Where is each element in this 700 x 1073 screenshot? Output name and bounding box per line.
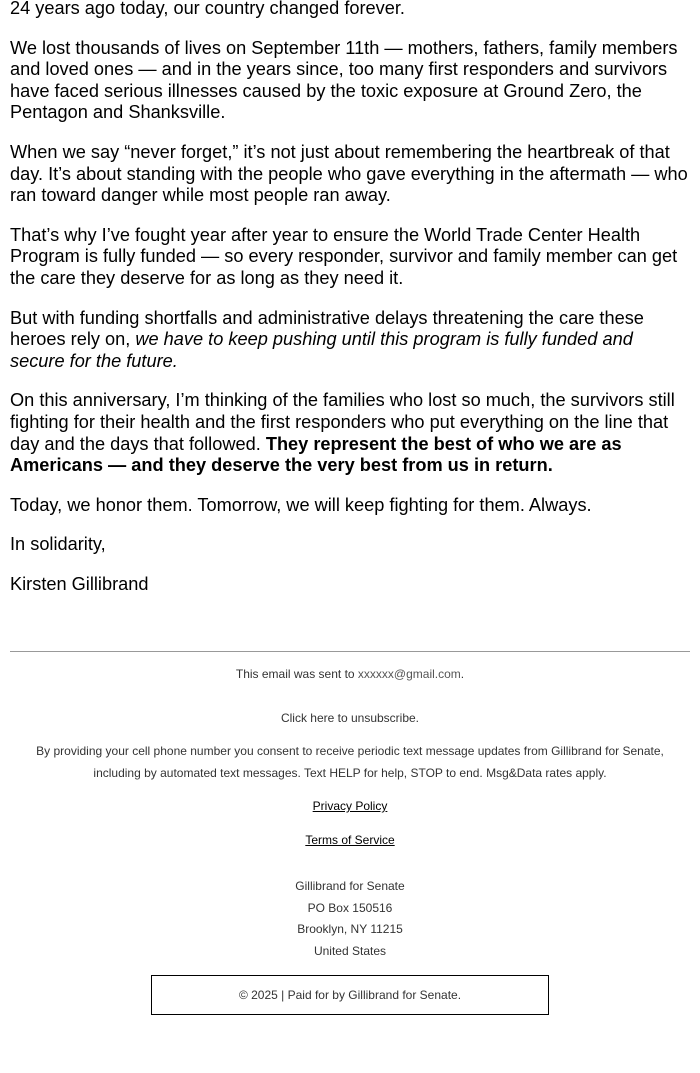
- letter-paragraph-6: [10, 390, 692, 476]
- letter-paragraph-6-bold: They represent the best of who we are as Americans — and they deserve the very best from us in return.: [10, 433, 622, 476]
- letter-paragraph-6-text: On this anniversary, I’m thinking of the families who lost so much, the survivors still fighting for their health and the first responders who put everything on the line that day and the days that followed.: [10, 390, 675, 454]
- letter-paragraph-5-emphasis: we have to keep pushing until this program is fully funded and secure for the future.: [10, 329, 633, 371]
- unsubscribe-row: [10, 711, 690, 725]
- address-city-state-zip: Brooklyn, NY 11215: [297, 922, 403, 936]
- paid-for-disclaimer: © 2025 | Paid for by Gillibrand for Senate.: [151, 975, 549, 1015]
- sent-to-prefix: This email was sent to: [235, 667, 355, 681]
- unsubscribe-link[interactable]: Click here to unsubscribe.: [280, 711, 420, 725]
- letter-signature: Kirsten Gillibrand: [10, 573, 149, 594]
- letter-paragraph-1: 24 years ago today, our country changed forever.: [10, 0, 405, 18]
- privacy-row: [10, 799, 690, 813]
- letter-paragraph-3: When we say “never forget,” it’s not just about remembering the heartbreak of that day. It’s about standing with the people who gave everything in the aftermath — who ran toward danger while most people ran away.: [10, 141, 688, 206]
- sent-to-notice: [10, 667, 690, 681]
- sent-to-suffix: .: [460, 667, 465, 681]
- terms-row: [10, 833, 690, 847]
- letter-body: [10, 0, 692, 613]
- footer-divider: [10, 651, 690, 652]
- letter-paragraph-7: Today, we honor them. Tomorrow, we will keep fighting for them. Always.: [10, 494, 592, 515]
- address-country: United States: [313, 943, 387, 958]
- sms-consent-line-1: By providing your cell phone number you consent to receive periodic text message updates from Gillibrand for Senate,: [36, 744, 664, 758]
- mailing-address: [10, 876, 690, 962]
- address-org: Gillibrand for Senate: [295, 879, 405, 893]
- letter-paragraph-5: [10, 308, 692, 373]
- address-po-box: PO Box 150516: [307, 900, 393, 915]
- sms-consent-notice: [10, 740, 690, 784]
- sms-consent-line-2: including by automated text messages. Text HELP for help, STOP to end. Msg&Data rates apply.: [93, 766, 607, 780]
- letter-closing: In solidarity,: [10, 534, 106, 555]
- recipient-email: xxxxxx@gmail.com: [357, 667, 461, 681]
- letter-paragraph-4: That’s why I’ve fought year after year to ensure the World Trade Center Health Program is fully funded — so every responder, survivor and family member can get the care they deserve for as long as they need it.: [10, 224, 678, 288]
- terms-of-service-link[interactable]: Terms of Service: [305, 833, 395, 847]
- letter-paragraph-2: We lost thousands of lives on September 11th — mothers, fathers, family members and loved ones — and in the years since, too many first responders and survivors have faced serious illnesses caused by the toxic exposure at Ground Zero, the Pentagon and Shanksville.: [10, 37, 678, 123]
- letter-paragraph-5-text: But with funding shortfalls and administrative delays threatening the care these heroes rely on,: [10, 307, 644, 350]
- privacy-policy-link[interactable]: Privacy Policy: [312, 799, 388, 813]
